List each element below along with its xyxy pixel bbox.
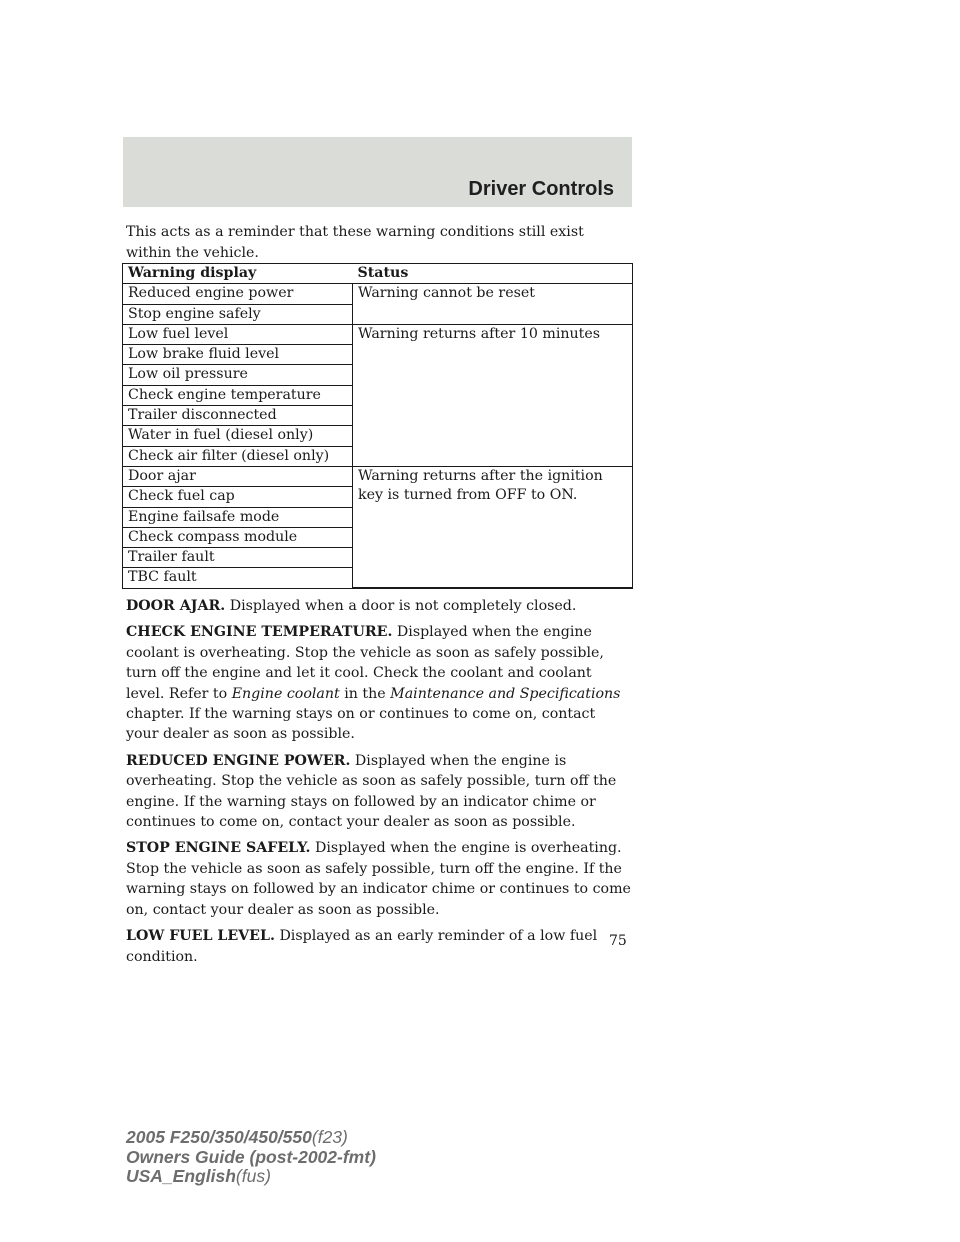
footer-model-code: (f23) [311,1127,348,1147]
warning-display-cell: Stop engine safely [123,304,353,324]
paragraph-door-ajar [126,596,632,616]
term-stop-engine-safely: STOP ENGINE SAFELY. [126,840,311,857]
table-row [123,284,632,304]
term-reduced-engine-power: REDUCED ENGINE POWER. [126,752,351,769]
warning-display-cell: Check fuel cap [123,487,353,507]
section-header-band [123,137,632,207]
page-number: 75 [609,933,627,949]
footer-model: 2005 F250/350/450/550 [126,1127,312,1147]
footer-language: USA_English [126,1166,236,1186]
term-door-ajar: DOOR AJAR. [126,598,226,614]
table-row [123,324,632,344]
column-header-status: Status [353,264,633,284]
status-cell: Warning cannot be reset [353,284,633,325]
paragraph-reduced-engine-power [126,751,632,833]
text-check-engine-temperature: Displayed when the engine coolant is overheating. Stop the vehicle as soon as safely possible, turn off the engine and let it cool. Check the coolant and coolant level. Refer to [126,624,604,702]
warning-display-cell: Check air filter (diesel only) [123,446,353,466]
warning-display-table [123,264,632,588]
warning-display-cell: Reduced engine power [123,284,353,304]
warning-display-cell: Engine failsafe mode [123,507,353,527]
paragraph-check-engine-temperature [126,622,632,744]
text-stop-engine-safely: Displayed when the engine is overheating. Stop the vehicle as soon as safely possible, turn off the engine. If the warning stays on followed by an indicator chime or continues to come on, contact your dealer as soon as possible. [126,840,631,918]
text-low-fuel-level: Displayed as an early reminder of a low fuel condition. [126,928,598,965]
text-check-engine-temperature-3: chapter. If the warning stays on or continues to come on, contact your dealer as soon as possible. [126,706,596,743]
table-header-row [123,264,632,284]
document-footer [126,1128,376,1187]
status-cell: Warning returns after the ignition key is turned from OFF to ON. [353,466,633,587]
warning-display-cell: TBC fault [123,568,353,588]
text-reduced-engine-power: Displayed when the engine is overheating. Stop the vehicle as soon as safely possible, turn off the engine. If the warning stays on followed by an indicator chime or continues to come on, contact your dealer as soon as possible. [126,752,617,831]
footer-line-language [126,1167,376,1187]
status-cell: Warning returns after 10 minutes [353,324,633,466]
warning-display-cell: Low oil pressure [123,365,353,385]
section-title: Driver Controls [468,178,614,200]
term-low-fuel-level: LOW FUEL LEVEL. [126,928,275,945]
text-check-engine-temperature-2: in the [344,685,386,702]
body-text [126,596,632,973]
warning-display-cell: Door ajar [123,466,353,486]
footer-line-model [126,1128,376,1148]
reference-maintenance-chapter: Maintenance and Specifications [390,685,621,702]
paragraph-stop-engine-safely [126,838,632,920]
footer-language-code: (fus) [235,1166,271,1186]
warning-display-cell: Low brake fluid level [123,345,353,365]
term-check-engine-temperature: CHECK ENGINE TEMPERATURE. [126,624,393,641]
intro-paragraph: This acts as a reminder that these warning conditions still exist within the vehicle. [126,224,584,261]
table-row [123,466,632,486]
warning-display-cell: Water in fuel (diesel only) [123,426,353,446]
footer-guide: Owners Guide (post-2002-fmt) [126,1146,376,1167]
warning-display-cell: Low fuel level [123,324,353,344]
column-header-warning-display: Warning display [123,264,353,284]
reference-engine-coolant: Engine coolant [231,685,340,702]
warning-display-cell: Check engine temperature [123,385,353,405]
text-door-ajar: Displayed when a door is not completely closed. [229,598,577,614]
warning-display-cell: Check compass module [123,527,353,547]
paragraph-low-fuel-level [126,926,632,967]
warning-display-cell: Trailer fault [123,548,353,568]
footer-line-guide [126,1148,376,1168]
warning-display-cell: Trailer disconnected [123,406,353,426]
